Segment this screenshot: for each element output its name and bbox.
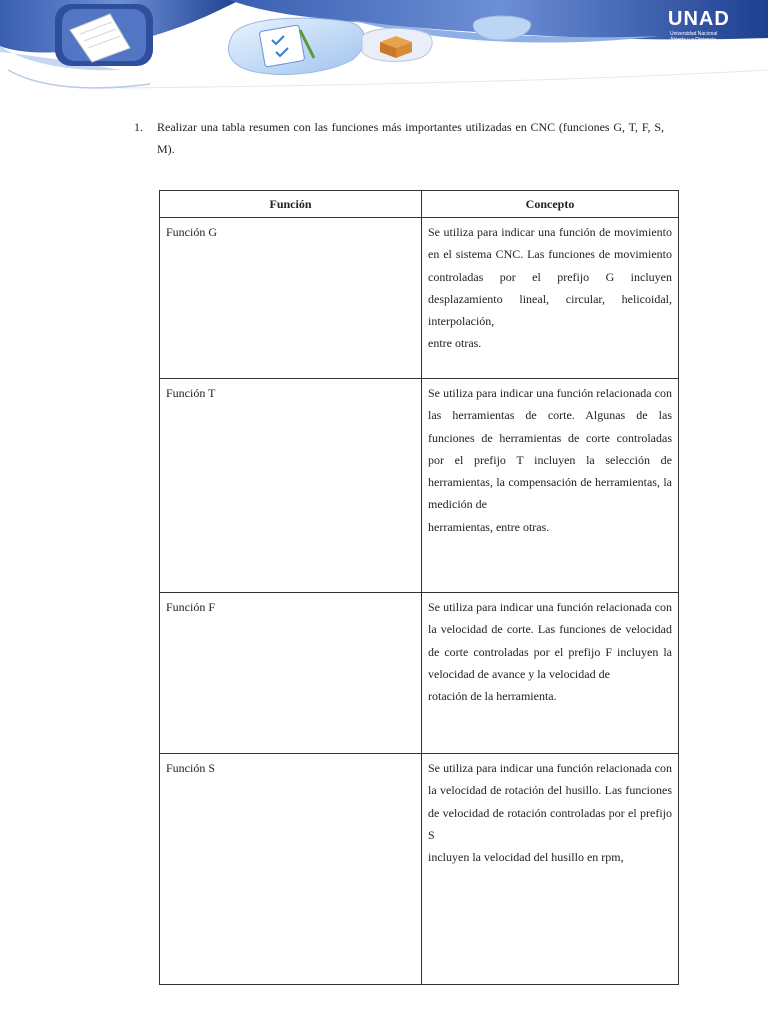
table-row — [160, 593, 679, 754]
logo-text: UNAD — [668, 8, 730, 30]
logo-subtitle-line-2: Abierta y a Distancia — [670, 37, 716, 43]
concept-text-end: incluyen la velocidad del husillo en rpm, — [428, 850, 624, 865]
function-cell: Función G — [160, 218, 422, 379]
question-number: 1. — [134, 120, 143, 134]
function-cell: Función F — [160, 593, 422, 754]
table-header-row — [160, 191, 679, 218]
question-text: Realizar una tabla resumen con las funciones más importantes utilizadas en CNC (funciones G, T, F, S, M). — [157, 120, 664, 156]
question-item — [134, 116, 664, 160]
table-row — [160, 754, 679, 985]
concept-text: Se utiliza para indicar una función relacionada con la velocidad de corte. Las funciones de velocidad de corte controladas por el prefijo F incluyen la velocidad de avance y la velocidad de — [428, 600, 672, 681]
concept-text: Se utiliza para indicar una función de movimiento en el sistema CNC. Las funciones de movimiento controladas por el prefijo G incluyen desplazamiento lineal, circular, helicoidal, interpolación, — [428, 225, 672, 329]
concept-cell — [422, 593, 679, 754]
unad-logo — [668, 8, 750, 48]
function-cell: Función S — [160, 754, 422, 985]
concept-cell — [422, 754, 679, 985]
summary-table — [159, 190, 679, 985]
concept-text: Se utiliza para indicar una función relacionada con la velocidad de rotación del husillo. Las funciones de velocidad de rotación controladas por el prefijo S — [428, 761, 672, 842]
header-banner — [0, 0, 768, 92]
header-concept: Concepto — [422, 191, 679, 218]
table-row — [160, 379, 679, 593]
concept-text-end: rotación de la herramienta. — [428, 689, 557, 704]
concept-cell — [422, 379, 679, 593]
banner-graphic — [0, 0, 768, 92]
function-cell: Función T — [160, 379, 422, 593]
header-function: Función — [160, 191, 422, 218]
concept-text-end: entre otras. — [428, 336, 482, 351]
table-row — [160, 218, 679, 379]
concept-cell — [422, 218, 679, 379]
logo-subtitle-line-1: Universidad Nacional — [670, 31, 718, 37]
concept-text-end: herramientas, entre otras. — [428, 519, 550, 534]
concept-text: Se utiliza para indicar una función relacionada con las herramientas de corte. Algunas de las funciones de herramientas de corte controladas por el prefijo T incluyen la selección de herramientas, la compensación de herramientas, la medición de — [428, 386, 672, 512]
